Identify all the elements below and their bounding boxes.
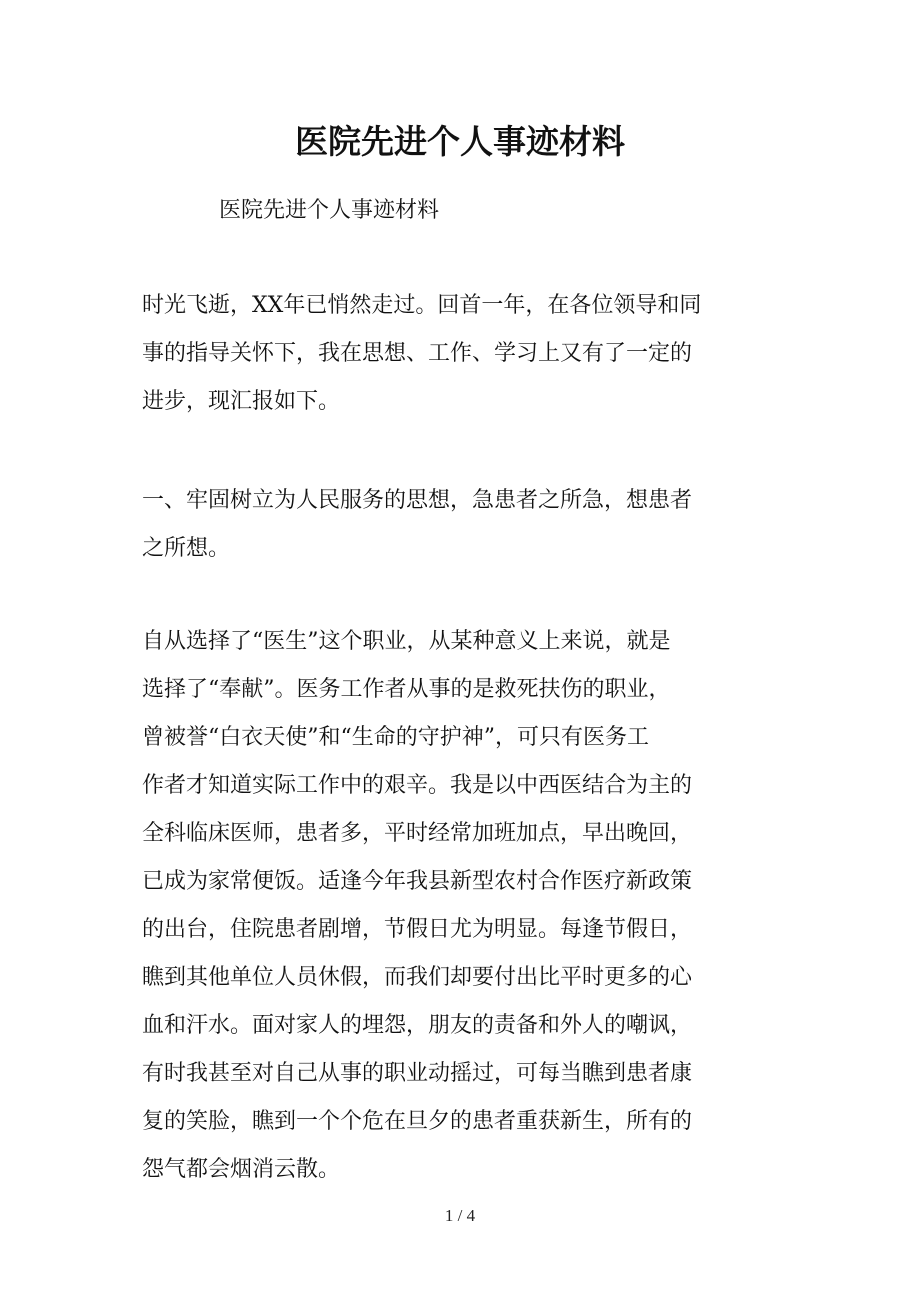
document-subtitle: 医院先进个人事迹材料	[219, 198, 440, 223]
paragraph-line: 一、牢固树立为人民服务的思想，急患者之所急，想患者	[142, 488, 693, 513]
paragraph-line: 事的指导关怀下，我在思想、工作、学习上又有了一定的	[142, 341, 693, 366]
paragraph-line: 自从选择了“医生”这个职业，从某种意义上来说，就是	[142, 629, 671, 654]
paragraph-line: 全科临床医师，患者多，平时经常加班加点，早出晚回，	[142, 821, 693, 846]
paragraph-line: 复的笑脸，瞧到一个个危在旦夕的患者重获新生，所有的	[142, 1109, 693, 1134]
section-heading-1	[142, 477, 772, 573]
paragraph-line: 怨气都会烟消云散。	[142, 1157, 341, 1182]
paragraph-line: 时光飞逝，XX年已悄然走过。回首一年，在各位领导和同	[142, 293, 702, 318]
paragraph-line: 瞧到其他单位人员休假，而我们却要付出比平时更多的心	[142, 965, 693, 990]
paragraph-body	[142, 618, 772, 1194]
page-number: 1 / 4	[444, 1206, 476, 1225]
paragraph-intro	[142, 282, 772, 426]
paragraph-line: 作者才知道实际工作中的艰辛。我是以中西医结合为主的	[142, 773, 693, 798]
paragraph-line: 曾被誉“白衣天使”和“生命的守护神”，可只有医务工	[142, 725, 649, 750]
paragraph-line: 有时我甚至对自己从事的职业动摇过，可每当瞧到患者康	[142, 1061, 693, 1086]
paragraph-line: 的出台，住院患者剧增，节假日尤为明显。每逢节假日，	[142, 917, 693, 942]
paragraph-line: 进步，现汇报如下。	[142, 389, 341, 414]
paragraph-line: 之所想。	[142, 536, 231, 561]
paragraph-line: 选择了“奉献”。医务工作者从事的是救死扶伤的职业，	[142, 677, 671, 702]
paragraph-line: 血和汗水。面对家人的埋怨，朋友的责备和外人的嘲讽，	[142, 1013, 693, 1038]
paragraph-line: 已成为家常便饭。适逢今年我县新型农村合作医疗新政策	[142, 869, 693, 894]
document-title: 医院先进个人事迹材料	[295, 122, 625, 161]
